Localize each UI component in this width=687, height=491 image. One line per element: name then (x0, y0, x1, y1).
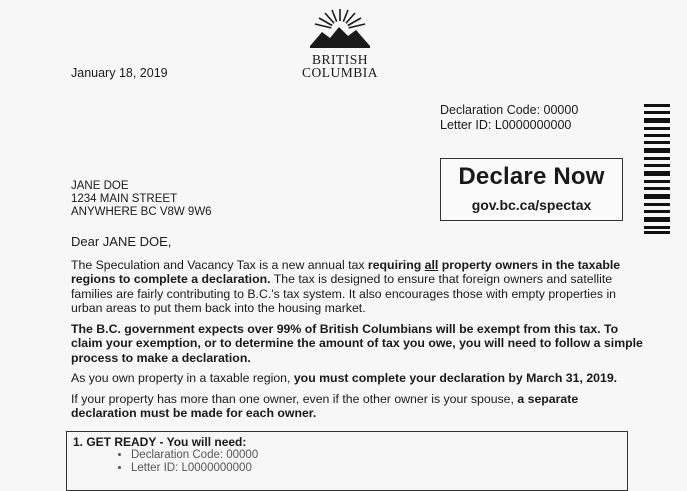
declare-now-title: Declare Now (458, 163, 605, 190)
get-ready-list (73, 449, 627, 475)
declare-now-box (440, 158, 623, 221)
recipient-street: 1234 MAIN STREET (71, 193, 178, 205)
bc-sun-mountains-icon (308, 6, 372, 48)
paragraph-intro: The Speculation and Vacancy Tax is a new annual tax requiring all property owners in the taxable regions to complete a declaration. The tax is designed to ensure that foreign owners and satellite families are fairly contributing to B.C.'s tax system. It also encourages those with empty properties in urban areas to put them back into the housing market. (71, 257, 621, 315)
declaration-code: Declaration Code: 00000 (440, 103, 579, 117)
recipient-address (71, 180, 212, 219)
reference-codes (440, 103, 578, 133)
letter-id: Letter ID: L0000000000 (440, 118, 572, 132)
list-item: • Letter ID: L0000000000 (131, 462, 627, 475)
salutation: Dear JANE DOE, (71, 234, 172, 249)
get-ready-title: 1. GET READY - You will need: (73, 435, 247, 449)
paragraph-deadline: As you own property in a taxable region, you must complete your declaration by March 31, 2019. (71, 371, 618, 385)
bc-logo (298, 6, 382, 79)
logo-line-british: BRITISH (311, 52, 368, 67)
letter-body (71, 235, 646, 427)
paragraph-multiple-owners: If your property has more than one owner, even if the other owner is your spouse, a separate declaration must be made for each owner. (71, 391, 579, 420)
recipient-city: ANYWHERE BC V8W 9W6 (71, 206, 212, 218)
letter-date: January 18, 2019 (71, 66, 168, 80)
paragraph-exemption: The B.C. government expects over 99% of British Columbians will be exempt from this tax. To claim your exemption, or to determine the amount of tax you owe, you will need to follow a simple process to make a declaration. (71, 321, 643, 365)
logo-line-columbia: COLUMBIA (301, 65, 378, 80)
declare-now-url[interactable]: gov.bc.ca/spectax (471, 197, 592, 213)
list-item: • Declaration Code: 00000 (131, 449, 627, 462)
get-ready-box (66, 431, 628, 491)
recipient-name: JANE DOE (71, 180, 129, 192)
barcode-icon (644, 104, 670, 234)
